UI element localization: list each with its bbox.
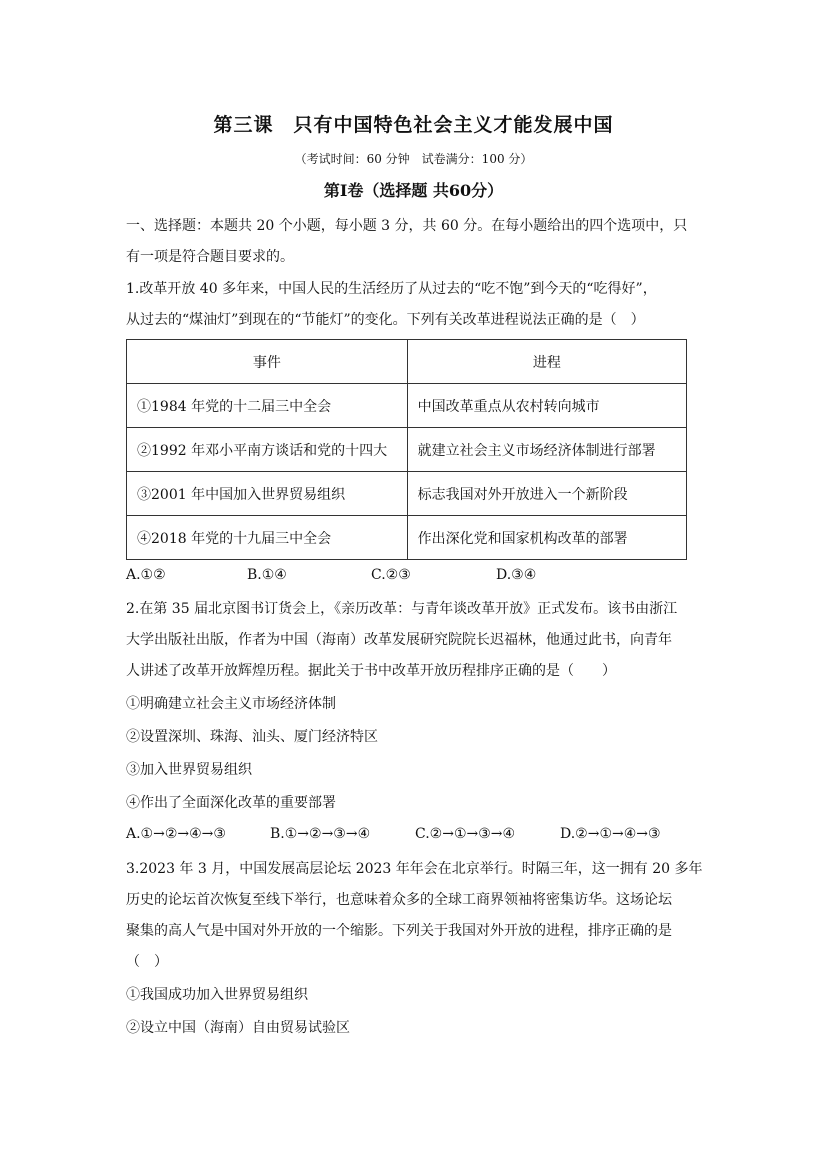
instruction-line: 一、选择题：本题共 20 个小题，每小题 3 分，共 60 分。在每小题给出的四个选项中，只 — [126, 218, 688, 234]
option-d[interactable]: D.③④ — [496, 567, 537, 583]
column-header-progress: 进程 — [407, 340, 686, 384]
table-cell: ③2001 年中国加入世界贸易组织 — [127, 472, 408, 516]
table-cell: 标志我国对外开放进入一个新阶段 — [407, 472, 686, 516]
stem-line: 人讲述了改革开放辉煌历程。据此关于书中改革开放历程排序正确的是（ ） — [126, 663, 616, 679]
option-a[interactable]: A.①② — [126, 567, 166, 583]
option-c[interactable]: C.②③ — [371, 567, 411, 583]
list-item: ④作出了全面深化改革的重要部署 — [126, 795, 336, 811]
section-title: 第I卷（选择题 共60分） — [323, 181, 504, 200]
table-row — [127, 428, 687, 472]
page-title: 第三课 只有中国特色社会主义才能发展中国 — [213, 114, 614, 136]
stem-line: 1.改革开放 40 多年来，中国人民的生活经历了从过去的“吃不饱”到今天的“吃得好”， — [126, 281, 657, 297]
stem-line: （ ） — [126, 954, 168, 970]
table-cell: 中国改革重点从农村转向城市 — [407, 384, 686, 428]
table-cell: 作出深化党和国家机构改革的部署 — [407, 516, 686, 560]
list-item: ②设立中国（海南）自由贸易试验区 — [126, 1020, 350, 1036]
list-item: ③加入世界贸易组织 — [126, 762, 252, 778]
question-2-stem — [126, 594, 696, 819]
stem-line: 从过去的“煤油灯”到现在的“节能灯”的变化。下列有关改革进程说法正确的是（ ） — [126, 312, 645, 328]
table-row — [127, 472, 687, 516]
table-cell: ①1984 年党的十二届三中全会 — [127, 384, 408, 428]
option-a[interactable]: A.①→②→④→③ — [126, 826, 226, 842]
stem-line: 2.在第 35 届北京图书订货会上，《亲历改革：与青年谈改革开放》正式发布。该书由浙江 — [126, 601, 678, 617]
table-cell: ②1992 年邓小平南方谈话和党的十四大 — [127, 428, 408, 472]
stem-line: 3.2023 年 3 月，中国发展高层论坛 2023 年年会在北京举行。时隔三年，这一拥有 20 多年 — [126, 861, 703, 877]
option-b[interactable]: B.①→②→③→④ — [270, 826, 371, 842]
column-header-event: 事件 — [127, 340, 408, 384]
instructions — [126, 211, 696, 273]
list-item: ②设置深圳、珠海、汕头、厦门经济特区 — [126, 729, 378, 745]
option-b[interactable]: B.①④ — [247, 567, 287, 583]
instruction-line: 有一项是符合题目要求的。 — [126, 249, 294, 265]
stem-line: 聚集的高人气是中国对外开放的一个缩影。下列关于我国对外开放的进程，排序正确的是 — [126, 923, 672, 939]
table-row — [127, 384, 687, 428]
table-row — [127, 516, 687, 560]
question-3-stem — [126, 854, 703, 1044]
option-c[interactable]: C.②→①→③→④ — [415, 826, 516, 842]
stem-line: 历史的论坛首次恢复至线下举行，也意味着众多的全球工商界领袖将密集访华。这场论坛 — [126, 892, 672, 908]
table-cell: 就建立社会主义市场经济体制进行部署 — [407, 428, 686, 472]
list-item: ①我国成功加入世界贸易组织 — [126, 987, 308, 1003]
stem-line: 大学出版社出版，作者为中国（海南）改革发展研究院院长迟福林，他通过此书，向青年 — [126, 632, 672, 648]
question-1-stem — [126, 274, 696, 336]
table-header-row — [127, 340, 687, 384]
table-cell: ④2018 年党的十九届三中全会 — [127, 516, 408, 560]
exam-info: （考试时间：60 分钟 试卷满分：100 分） — [294, 152, 533, 166]
list-item: ①明确建立社会主义市场经济体制 — [126, 696, 336, 712]
option-d[interactable]: D.②→①→④→③ — [560, 826, 661, 842]
events-table — [126, 339, 687, 560]
